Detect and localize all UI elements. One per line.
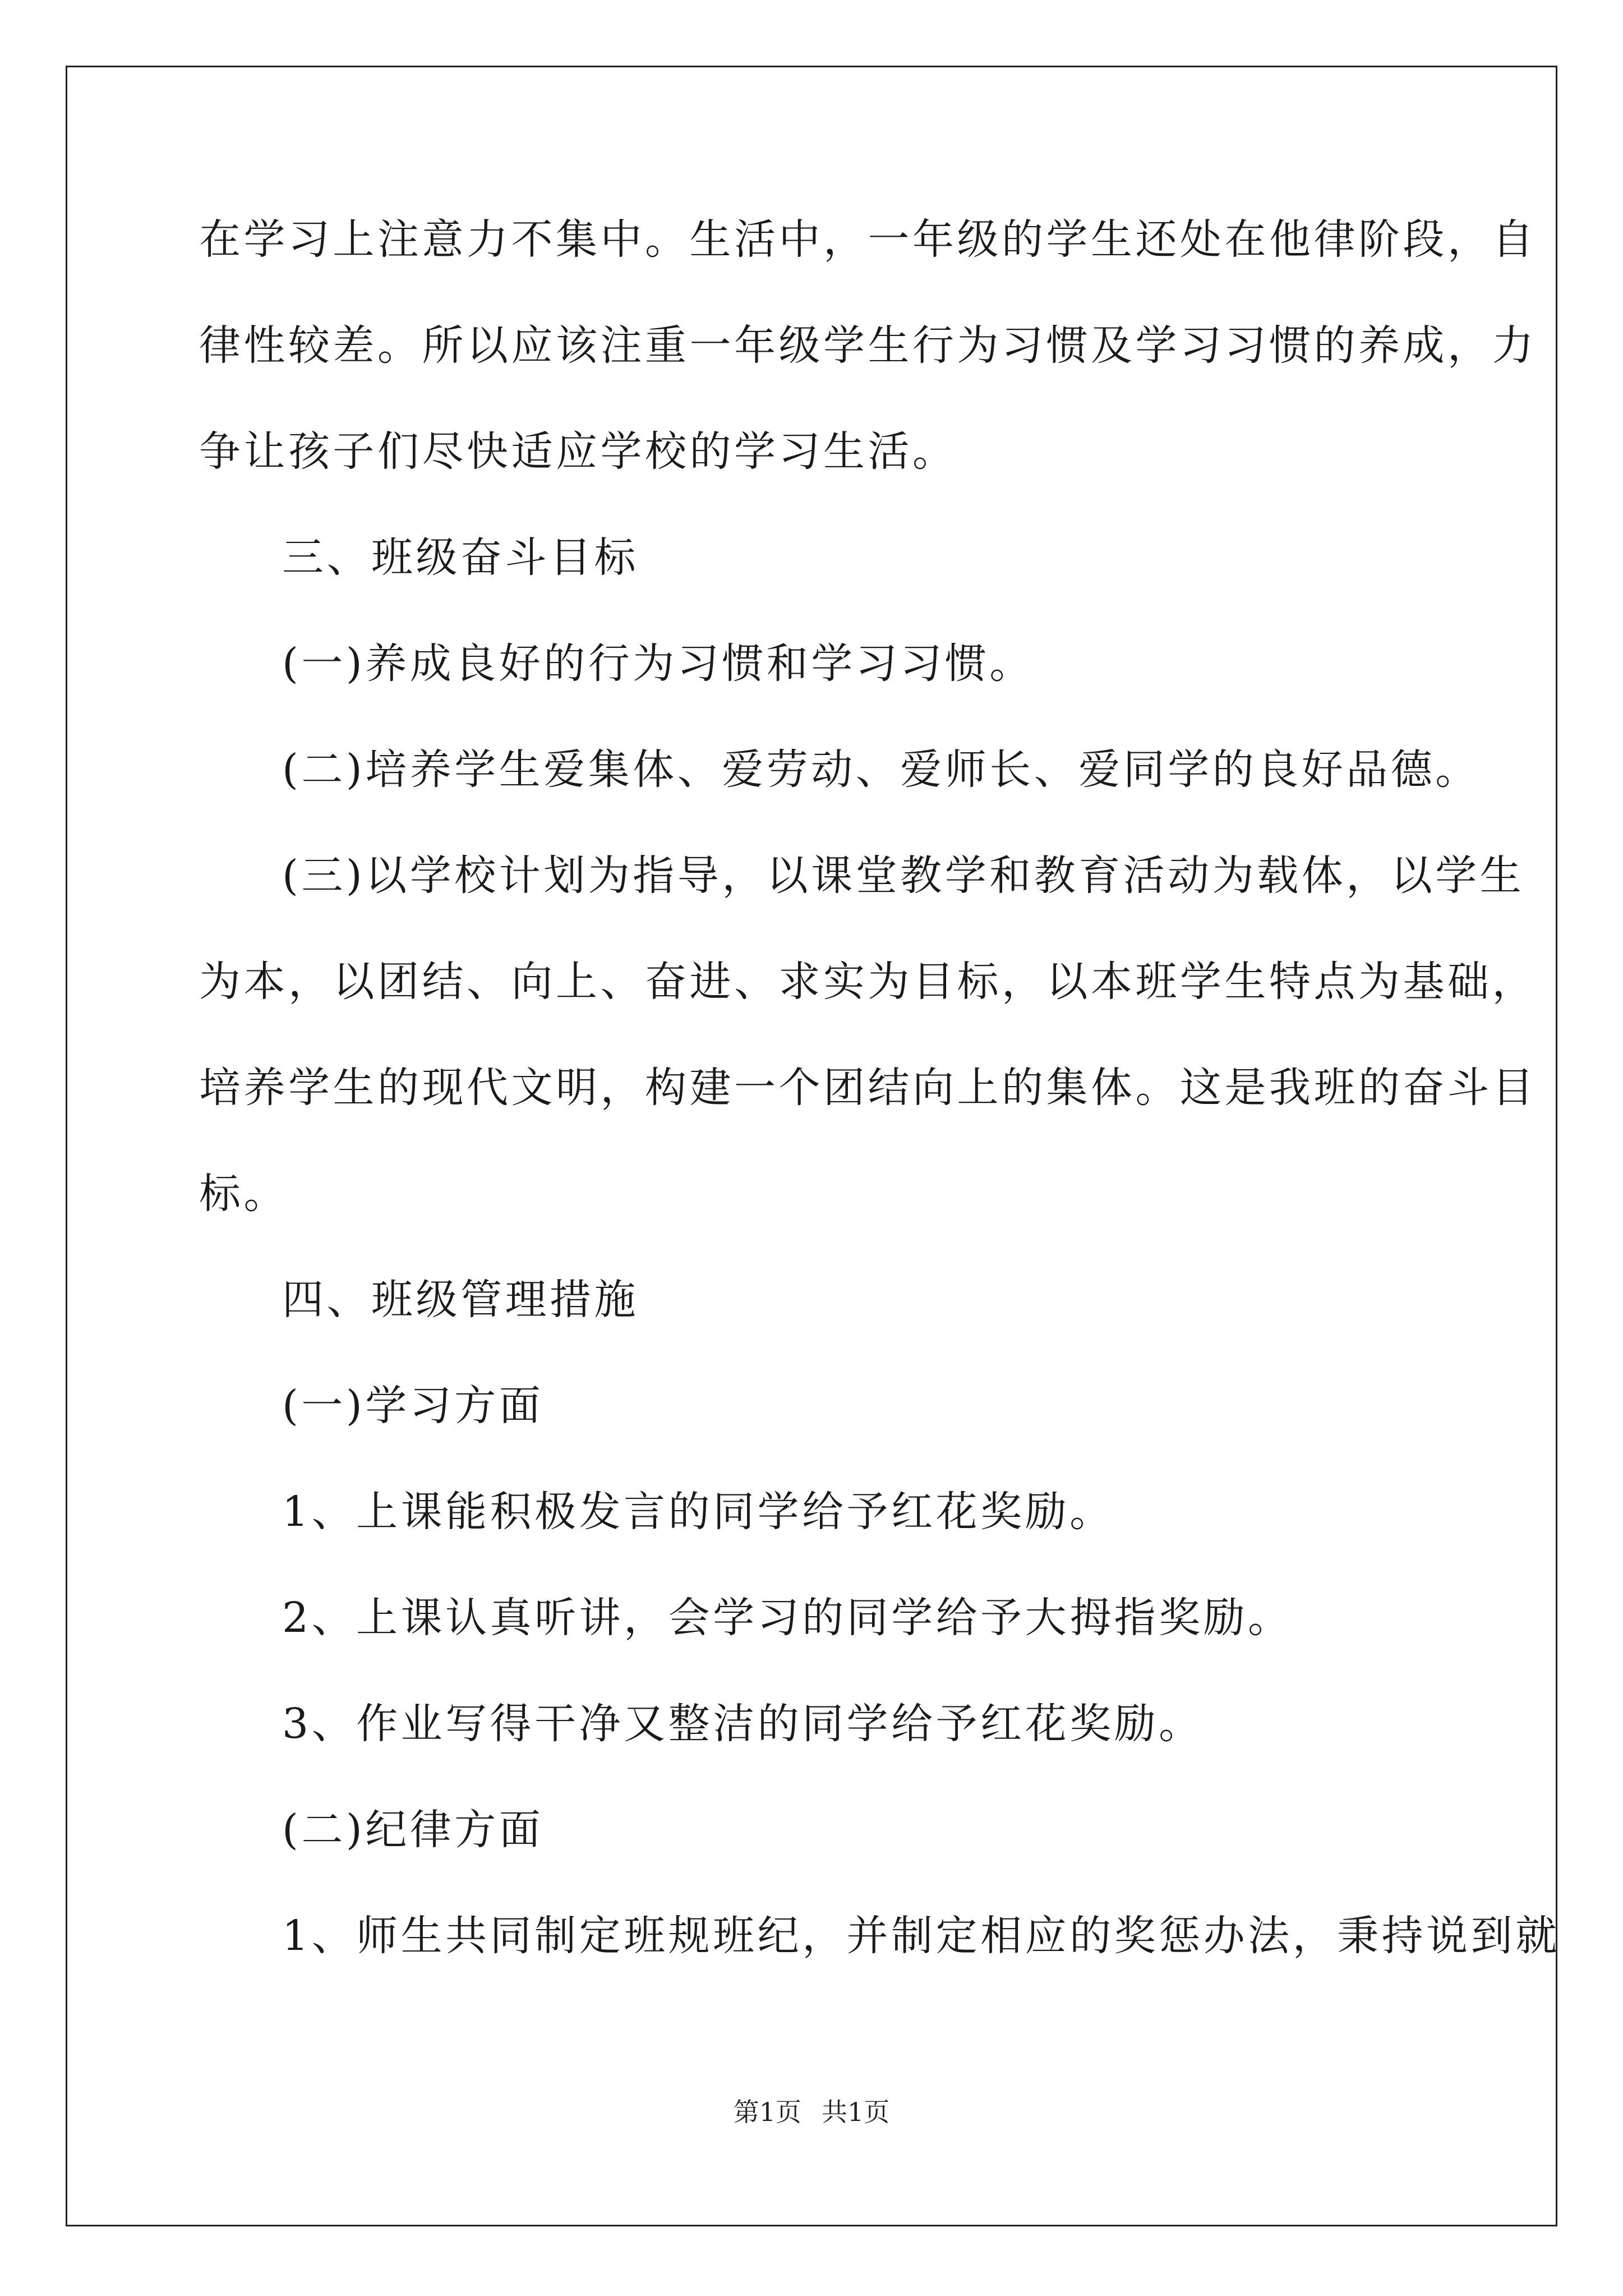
text-line: 争让孩子们尽快适应学校的学习生活。 <box>199 427 957 476</box>
text-line: 律性较差。所以应该注重一年级学生行为习惯及学习习惯的养成，力 <box>199 321 1537 370</box>
page-number: 第1页 <box>733 2097 801 2127</box>
subsection-heading: (二)纪律方面 <box>282 1806 544 1854</box>
list-item: 1、上课能积极发言的同学给予红花奖励。 <box>282 1488 1114 1536</box>
subsection-heading: (一)学习方面 <box>282 1382 544 1430</box>
section-heading: 四、班级管理措施 <box>282 1276 639 1324</box>
section-heading: 三、班级奋斗目标 <box>282 533 639 582</box>
list-item: 2、上课认真听讲，会学习的同学给予大拇指奖励。 <box>282 1594 1293 1642</box>
text-line: 在学习上注意力不集中。生活中，一年级的学生还处在他律阶段，自 <box>199 215 1537 264</box>
text-line: (三)以学校计划为指导，以课堂教学和教育活动为载体，以学生 <box>282 852 1525 900</box>
text-line: 培养学生的现代文明，构建一个团结向上的集体。这是我班的奋斗目 <box>199 1064 1537 1112</box>
document-body <box>199 215 1560 2021</box>
text-line: 标。 <box>199 1170 288 1218</box>
list-item: 1、师生共同制定班规班纪，并制定相应的奖惩办法，秉持说到就 <box>282 1912 1560 1960</box>
text-line: (一)养成良好的行为习惯和学习习惯。 <box>282 639 1034 688</box>
page-footer <box>0 2098 1623 2126</box>
page-total: 共1页 <box>822 2097 890 2127</box>
text-line: (二)培养学生爱集体、爱劳动、爱师长、爱同学的良好品德。 <box>282 746 1480 794</box>
text-line: 为本，以团结、向上、奋进、求实为目标，以本班学生特点为基础， <box>199 958 1537 1006</box>
list-item: 3、作业写得干净又整洁的同学给予红花奖励。 <box>282 1700 1204 1748</box>
